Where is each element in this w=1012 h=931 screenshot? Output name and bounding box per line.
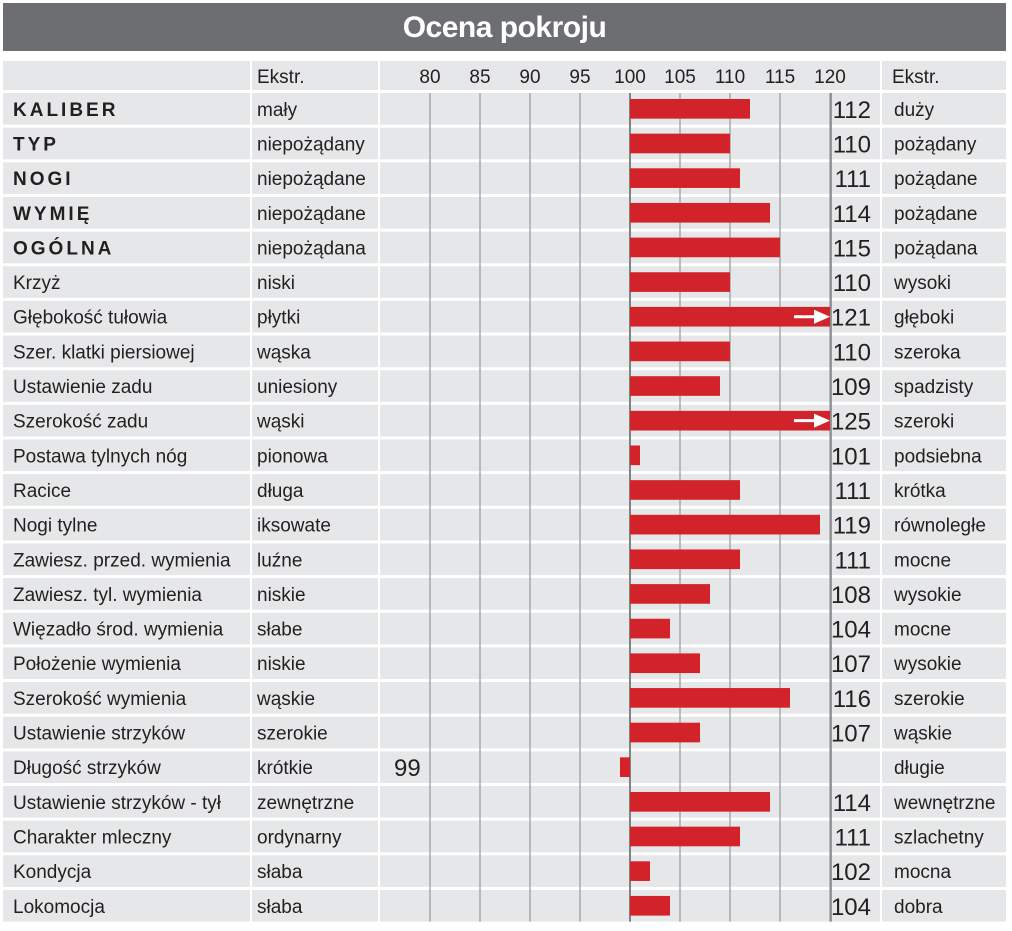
trait-label: Głębokość tułowia: [13, 307, 168, 329]
value-label: 99: [394, 755, 421, 783]
value-label: 104: [830, 893, 871, 921]
low-extreme-label: słaba: [257, 862, 303, 884]
high-extreme-label: dobra: [894, 896, 943, 918]
trait-label: Ustawienie zadu: [13, 377, 153, 399]
high-extreme-label: wysokie: [894, 584, 962, 606]
low-extreme-label: niskie: [257, 654, 306, 676]
header-right-extreme: Ekstr.: [892, 67, 940, 88]
x-tick-label: 105: [664, 67, 696, 88]
low-extreme-label: długa: [257, 480, 304, 502]
low-extreme-label: niepożądany: [257, 134, 365, 156]
bar: [620, 757, 630, 777]
low-extreme-label: iksowate: [257, 515, 331, 537]
high-extreme-label: szeroka: [894, 342, 961, 364]
value-label: 116: [832, 685, 871, 713]
trait-label: Postawa tylnych nóg: [13, 446, 188, 468]
low-extreme-label: zewnętrzne: [257, 792, 355, 814]
trait-label: Krzyż: [13, 273, 61, 295]
bar: [630, 584, 710, 604]
low-extreme-label: krótkie: [257, 758, 313, 780]
low-extreme-label: wąski: [257, 411, 305, 433]
bar: [630, 861, 650, 881]
trait-label: Więzadło środ. wymienia: [13, 619, 224, 641]
low-extreme-label: niskie: [257, 584, 306, 606]
trait-label: Zawiesz. przed. wymienia: [13, 550, 231, 572]
x-tick-label: 90: [519, 67, 541, 88]
high-extreme-label: wąskie: [894, 723, 953, 745]
high-extreme-label: szeroki: [894, 411, 955, 433]
low-extreme-label: szerokie: [257, 723, 328, 745]
value-label: 111: [834, 824, 871, 852]
low-extreme-label: słabe: [257, 619, 303, 641]
low-extreme-label: uniesiony: [257, 377, 338, 399]
low-extreme-label: niepożądana: [257, 238, 366, 260]
trait-label: Położenie wymienia: [13, 654, 181, 676]
x-tick-label: 100: [614, 67, 646, 88]
bar: [630, 896, 670, 916]
trait-label: Szer. klatki piersiowej: [13, 342, 195, 364]
high-extreme-label: pożądany: [894, 134, 977, 156]
value-label: 110: [832, 270, 871, 298]
high-extreme-label: szerokie: [894, 688, 965, 710]
trait-label: Racice: [13, 480, 72, 502]
low-extreme-label: niepożądane: [257, 203, 366, 225]
value-label: 108: [830, 581, 871, 609]
bar: [630, 168, 740, 188]
bar: [630, 99, 750, 119]
x-tick-label: 80: [419, 67, 441, 88]
x-tick-label: 85: [469, 67, 491, 88]
bar: [630, 203, 770, 223]
trait-label: Ustawienie strzyków - tył: [13, 792, 221, 814]
high-extreme-label: wysokie: [894, 654, 962, 676]
bar: [630, 342, 730, 362]
value-label: 102: [830, 859, 871, 887]
low-extreme-label: mały: [257, 99, 298, 121]
value-label: 114: [832, 789, 871, 817]
bar: [630, 446, 640, 466]
high-extreme-label: podsiebna: [894, 446, 982, 468]
trait-label: WYMIĘ: [13, 203, 93, 225]
value-label: 121: [830, 304, 871, 332]
trait-label: TYP: [13, 134, 59, 156]
value-label: 109: [830, 374, 871, 402]
high-extreme-label: duży: [894, 99, 935, 121]
value-label: 112: [832, 96, 871, 124]
high-extreme-label: spadzisty: [894, 377, 974, 399]
x-tick-label: 120: [814, 67, 846, 88]
value-label: 114: [832, 200, 871, 228]
low-extreme-label: pionowa: [257, 446, 328, 468]
value-label: 104: [830, 616, 871, 644]
high-extreme-label: długie: [894, 758, 945, 780]
trait-label: NOGI: [13, 169, 74, 191]
value-label: 110: [832, 131, 871, 159]
bar: [630, 272, 730, 292]
trait-label: Charakter mleczny: [13, 827, 172, 849]
value-label: 111: [834, 166, 871, 194]
x-tick-label: 115: [764, 67, 796, 88]
low-extreme-label: wąska: [257, 342, 311, 364]
high-extreme-label: pożądane: [894, 169, 978, 191]
high-extreme-label: równoległe: [894, 515, 986, 537]
value-label: 110: [832, 339, 871, 367]
value-label: 107: [830, 720, 871, 748]
trait-label: Szerokość wymienia: [13, 688, 187, 710]
high-extreme-label: szlachetny: [894, 827, 984, 849]
value-label: 101: [830, 443, 871, 471]
low-extreme-label: wąskie: [257, 688, 316, 710]
high-extreme-label: głęboki: [894, 307, 955, 329]
bar: [630, 376, 720, 396]
header-left-extreme: Ekstr.: [257, 67, 305, 88]
x-tick-label: 110: [714, 67, 746, 88]
chart-title: Ocena pokroju: [3, 3, 1006, 51]
trait-label: OGÓLNA: [13, 238, 115, 260]
low-extreme-label: luźne: [257, 550, 303, 572]
bar: [630, 688, 790, 708]
low-extreme-label: niepożądane: [257, 169, 366, 191]
bar: [630, 480, 740, 500]
high-extreme-label: wewnętrzne: [894, 792, 996, 814]
trait-label: Nogi tylne: [13, 515, 98, 537]
trait-label: Lokomocja: [13, 896, 105, 918]
high-extreme-label: pożądane: [894, 203, 978, 225]
value-label: 115: [832, 235, 871, 263]
bar: [630, 653, 700, 673]
bar: [630, 134, 730, 154]
high-extreme-label: krótka: [894, 480, 946, 502]
high-extreme-label: mocne: [894, 550, 952, 572]
high-extreme-label: pożądana: [894, 238, 978, 260]
high-extreme-label: wysoki: [894, 273, 952, 295]
trait-label: Zawiesz. tyl. wymienia: [13, 584, 202, 606]
bar: [630, 792, 770, 812]
value-label: 111: [834, 477, 871, 505]
bar: [630, 515, 820, 535]
trait-label: Szerokość zadu: [13, 411, 149, 433]
high-extreme-label: mocne: [894, 619, 952, 641]
bar: [630, 549, 740, 569]
value-label: 111: [834, 547, 871, 575]
x-tick-label: 95: [569, 67, 591, 88]
bar: [630, 723, 700, 743]
value-label: 125: [830, 408, 871, 436]
trait-label: Ustawienie strzyków: [13, 723, 186, 745]
bar: [630, 619, 670, 639]
trait-label: Długość strzyków: [13, 758, 161, 780]
bar: [630, 238, 780, 258]
high-extreme-label: mocna: [894, 862, 952, 884]
value-label: 119: [832, 512, 871, 540]
low-extreme-label: płytki: [257, 307, 301, 329]
trait-label: Kondycja: [13, 862, 92, 884]
low-extreme-label: słaba: [257, 896, 303, 918]
trait-label: KALIBER: [13, 99, 119, 121]
low-extreme-label: niski: [257, 273, 296, 295]
bar: [630, 827, 740, 847]
value-label: 107: [830, 651, 871, 679]
low-extreme-label: ordynarny: [257, 827, 342, 849]
header-cell-trait: [3, 61, 250, 90]
